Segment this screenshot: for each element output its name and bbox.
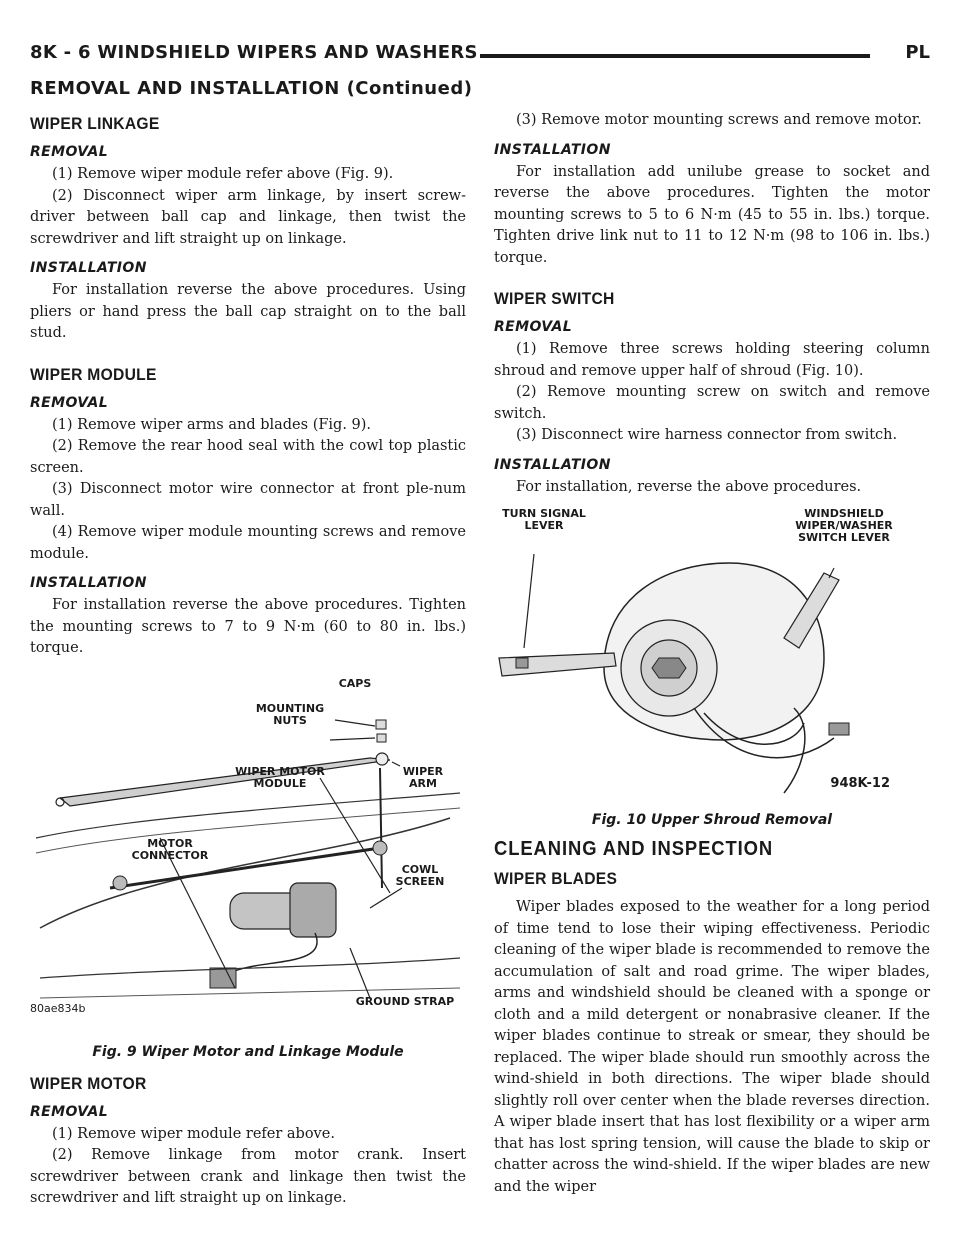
figure-10 (494, 508, 930, 808)
step: (1) Remove wiper module refer above (Fig. 9). (52, 166, 394, 182)
subheading-removal: REMOVAL (30, 144, 109, 160)
step: (1) Remove wiper module refer above. (52, 1125, 335, 1142)
right-column (494, 110, 930, 1198)
figure-10-caption: Fig. 10 Upper Shroud Removal (591, 812, 833, 828)
figure-9-caption: Fig. 9 Wiper Motor and Linkage Module (92, 1043, 404, 1060)
subheading-removal: REMOVAL (30, 1103, 109, 1120)
label-wiper-motor-module: WIPER MOTOR MODULE (235, 764, 325, 790)
continued-title: REMOVAL AND INSTALLATION (Continued) (30, 78, 473, 99)
label-turn-signal-lever: TURN SIGNAL LEVER (502, 507, 586, 532)
heading-wiper-blades: WIPER BLADES (494, 869, 618, 888)
label-mounting-nuts: MOUNTING NUTS (255, 701, 325, 727)
step: (1) Remove wiper arms and blades (Fig. 9). (52, 416, 372, 433)
step: (3) Disconnect wire harness connector from switch. (516, 427, 898, 443)
subheading-installation: INSTALLATION (30, 260, 147, 276)
paragraph: For installation reverse the above procedures. Using pliers or hand press the ball cap straight on to the ball stud. (30, 282, 466, 341)
step: (1) Remove three screws holding steering column shroud and remove upper half of shroud (Fig. 10). (494, 341, 930, 379)
wiper-module-illustration (30, 668, 466, 1040)
label-wiper-arm: WIPER ARM (402, 764, 444, 790)
paragraph: For installation add unilube grease to socket and reverse the above procedures. Tighten the motor mounting screws to 5 to 6 N·m (45 to 55 in. lbs.) torque. Tighten drive link nut to 11 to 12 N·m (98 to 106 in. lbs.) torque. (494, 163, 930, 266)
label-ground-strap: GROUND STRAP (355, 994, 455, 1008)
page-header (30, 42, 930, 72)
figure-code: 948K-12 (830, 776, 890, 791)
heading-wiper-motor: WIPER MOTOR (30, 1073, 147, 1093)
figure-code: 80ae834b (30, 1001, 86, 1015)
step: (2) Disconnect wiper arm linkage, by insert screw-driver between ball cap and linkage, then twist the screwdriver and lift straight up on linkage. (30, 187, 466, 247)
vehicle-code: PL (905, 42, 930, 63)
subheading-installation: INSTALLATION (494, 141, 611, 158)
step: (2) Remove linkage from motor crank. Insert screwdriver between crank and linkage then twist the screwdriver and lift straight up on linkage. (30, 1147, 466, 1206)
paragraph: For installation reverse the above procedures. Tighten the mounting screws to 7 to 9 N·m (60 to 80 in. lbs.) torque. (30, 597, 466, 656)
subheading-removal: REMOVAL (494, 319, 573, 335)
label-motor-connector: MOTOR CONNECTOR (131, 836, 209, 862)
label-cowl-screen: COWL SCREEN (395, 862, 445, 888)
step: (3) Remove motor mounting screws and remove motor. (516, 112, 922, 128)
label-windshield-switch-lever: WINDSHIELD WIPER/WASHER SWITCH LEVER (795, 507, 893, 544)
subheading-installation: INSTALLATION (494, 456, 611, 473)
steering-shroud-illustration (494, 508, 930, 808)
subheading-removal: REMOVAL (30, 394, 109, 411)
heading-cleaning-inspection: CLEANING AND INSPECTION (494, 838, 774, 860)
left-column (30, 110, 466, 1210)
heading-wiper-module: WIPER MODULE (30, 364, 157, 384)
paragraph: Wiper blades exposed to the weather for a long period of time tend to lose their wiping effectiveness. Periodic cleaning of the wiper blade is recommended to remove the accumulation of salt and road grime. The wiper blades, arms and windshield should be cleaned with a sponge or cloth and a mild detergent or nonabrasive cleaner. If the wiper blades continue to streak or smear, they should be replaced. The wiper blade should run smoothly across the wind-shield in both directions. The wiper blade should slightly roll over center when the blade reverses direction. A wiper blade insert that has lost flexibility or a wiper arm that has lost spring tension, will cause the blade to skip or chatter across the wind-shield. If the wiper blades are new and the wiper (494, 899, 930, 1195)
section-title: 8K - 6 WINDSHIELD WIPERS AND WASHERS (30, 42, 478, 63)
header-rule (480, 54, 870, 58)
heading-wiper-linkage: WIPER LINKAGE (30, 114, 160, 133)
label-caps: CAPS (338, 676, 372, 690)
subheading-installation: INSTALLATION (30, 575, 147, 591)
step: (2) Remove the rear hood seal with the cowl top plastic screen. (30, 438, 466, 476)
step: (4) Remove wiper module mounting screws and remove module. (30, 524, 466, 562)
figure-9 (30, 668, 466, 1040)
paragraph: For installation, reverse the above procedures. (516, 478, 862, 495)
step: (3) Disconnect motor wire connector at front ple-num wall. (30, 481, 466, 519)
heading-wiper-switch: WIPER SWITCH (494, 289, 615, 308)
step: (2) Remove mounting screw on switch and remove switch. (494, 384, 930, 422)
